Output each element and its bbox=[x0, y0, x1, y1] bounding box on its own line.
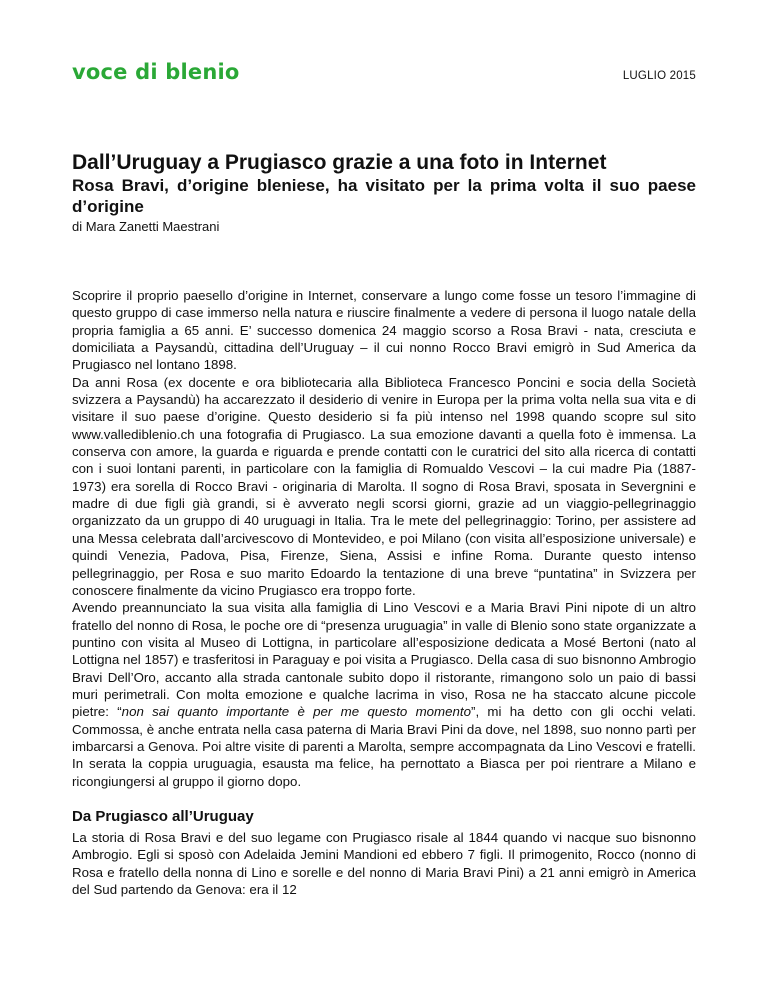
article-body bbox=[72, 287, 696, 898]
document-page bbox=[72, 0, 696, 994]
masthead bbox=[72, 60, 696, 88]
article-byline: di Mara Zanetti Maestrani bbox=[72, 219, 220, 234]
quoted-phrase: non sai quanto importante è per me questo momento bbox=[121, 704, 472, 720]
paragraph-3-text-start: Avendo preannunciato la sua visita alla famiglia di Lino Vescovi e a Maria Bravi Pini nipote di un altro fratello del nonno di Rosa, le poche ore di “presenza uruguagia” in valle di Blenio sono state organizzate a puntino con visita al Museo di Lottigna, in particolare all’esposizione dedicata a Mosé Bertoni (nato al Lottigna nel 1857) e trasferitosi in Paraguay e poi visita a Prugiasco. Della casa di suo bisnonno Ambrogio Bravi Dell’Oro, accanto alla strada cantonale subito dopo il ristorante, rimangono solo un paio di bassi muri perimetrali. Con molta emozione e qualche lacrima in viso, Rosa ne ha staccato alcune piccole pietre: “ bbox=[72, 600, 696, 720]
article-paragraph-2: Da anni Rosa (ex docente e ora bibliotecaria alla Biblioteca Francesco Poncini e socia della Società svizzera a Paysandù) ha accarezzato il desiderio di venire in Europa per la prima volta nella sua vita e di visitare il suo paese d’origine. Questo desiderio si fa più intenso nel 1998 quando scopre sul sito www.vallediblenio.ch una fotografia di Prugiasco. La sua emozione davanti a quella foto è immensa. La conserva con amore, la guarda e riguarda e prende contatti con le curatrici del sito alla ricerca di contatti con i suoi lontani parenti, in particolare con la famiglia di Romualdo Vescovi – la cui madre Pia (1887-1973) era sorella di Rocco Bravi - originaria di Marolta. Il sogno di Rosa Bravi, sposata in Severgnini e madre di due figli già grandi, si è avverato negli scorsi giorni, grazie ad un viaggio-pellegrinaggio organizzato da un gruppo di 40 uruguagi in Italia. Tra le mete del pellegrinaggio: Torino, per assistere ad una Messa celebrata dall’arcivescovo di Montevideo, e poi Milano (con visita all’esposizione universale) e quindi Venezia, Padova, Pisa, Firenze, Siena, Assisi e infine Roma. Durante questo intenso pellegrinaggio, per Rosa e suo marito Edoardo la tentazione di una breve “puntatina” in Svizzera per conoscere finalmente da vicino Prugiasco era troppo forte. bbox=[72, 374, 696, 598]
issue-date: LUGLIO 2015 bbox=[622, 70, 696, 82]
section-paragraph: La storia di Rosa Bravi e del suo legame con Prugiasco risale al 1844 quando vi nacque suo bisnonno Ambrogio. Egli si sposò con Adelaida Jemini Mandioni ed ebbero 7 figli. Il primogenito, Rocco (nonno di Rosa e fratello della nonna di Lino e sorelle e del nonno di Maria Bravi Pini) a 21 anni emigrò in America del Sud partendo da Genova: era il 12 bbox=[72, 829, 696, 897]
article-title: Dall’Uruguay a Prugiasco grazie a una foto in Internet bbox=[72, 151, 607, 174]
section-heading: Da Prugiasco all’Uruguay bbox=[72, 807, 254, 825]
article-paragraph-3 bbox=[72, 599, 696, 790]
newsletter-logo: voce di blenio bbox=[72, 60, 240, 84]
article-subtitle: Rosa Bravi, d’origine bleniese, ha visitato per la prima volta il suo paese d’origine bbox=[72, 176, 696, 216]
article-paragraph-1: Scoprire il proprio paesello d’origine in Internet, conservare a lungo come fosse un tesoro l’immagine di questo gruppo di case immerso nella natura e riuscire finalmente a vedere di persona il luogo natale della propria famiglia a 65 anni. E’ successo domenica 24 maggio scorso a Rosa Bravi - nata, cresciuta e domiciliata a Paysandù, cittadina dell’Uruguay – il cui nonno Rocco Bravi emigrò in Sud America da Prugiasco nel lontano 1898. bbox=[72, 288, 696, 373]
paragraph-3-text-end: ”, mi ha detto con gli occhi velati. Commossa, è anche entrata nella casa paterna di Maria Bravi Pini da dove, nel 1898, suo nonno partì per imbarcarsi a Genova. Poi altre visite di parenti a Marolta, sempre accompagnata da Lino Vescovi e fratelli. In serata la coppia uruguagia, esausta ma felice, ha pernottato a Biasca per poi rientrare a Milano e ricongiungersi al gruppo il giorno dopo. bbox=[72, 704, 696, 789]
